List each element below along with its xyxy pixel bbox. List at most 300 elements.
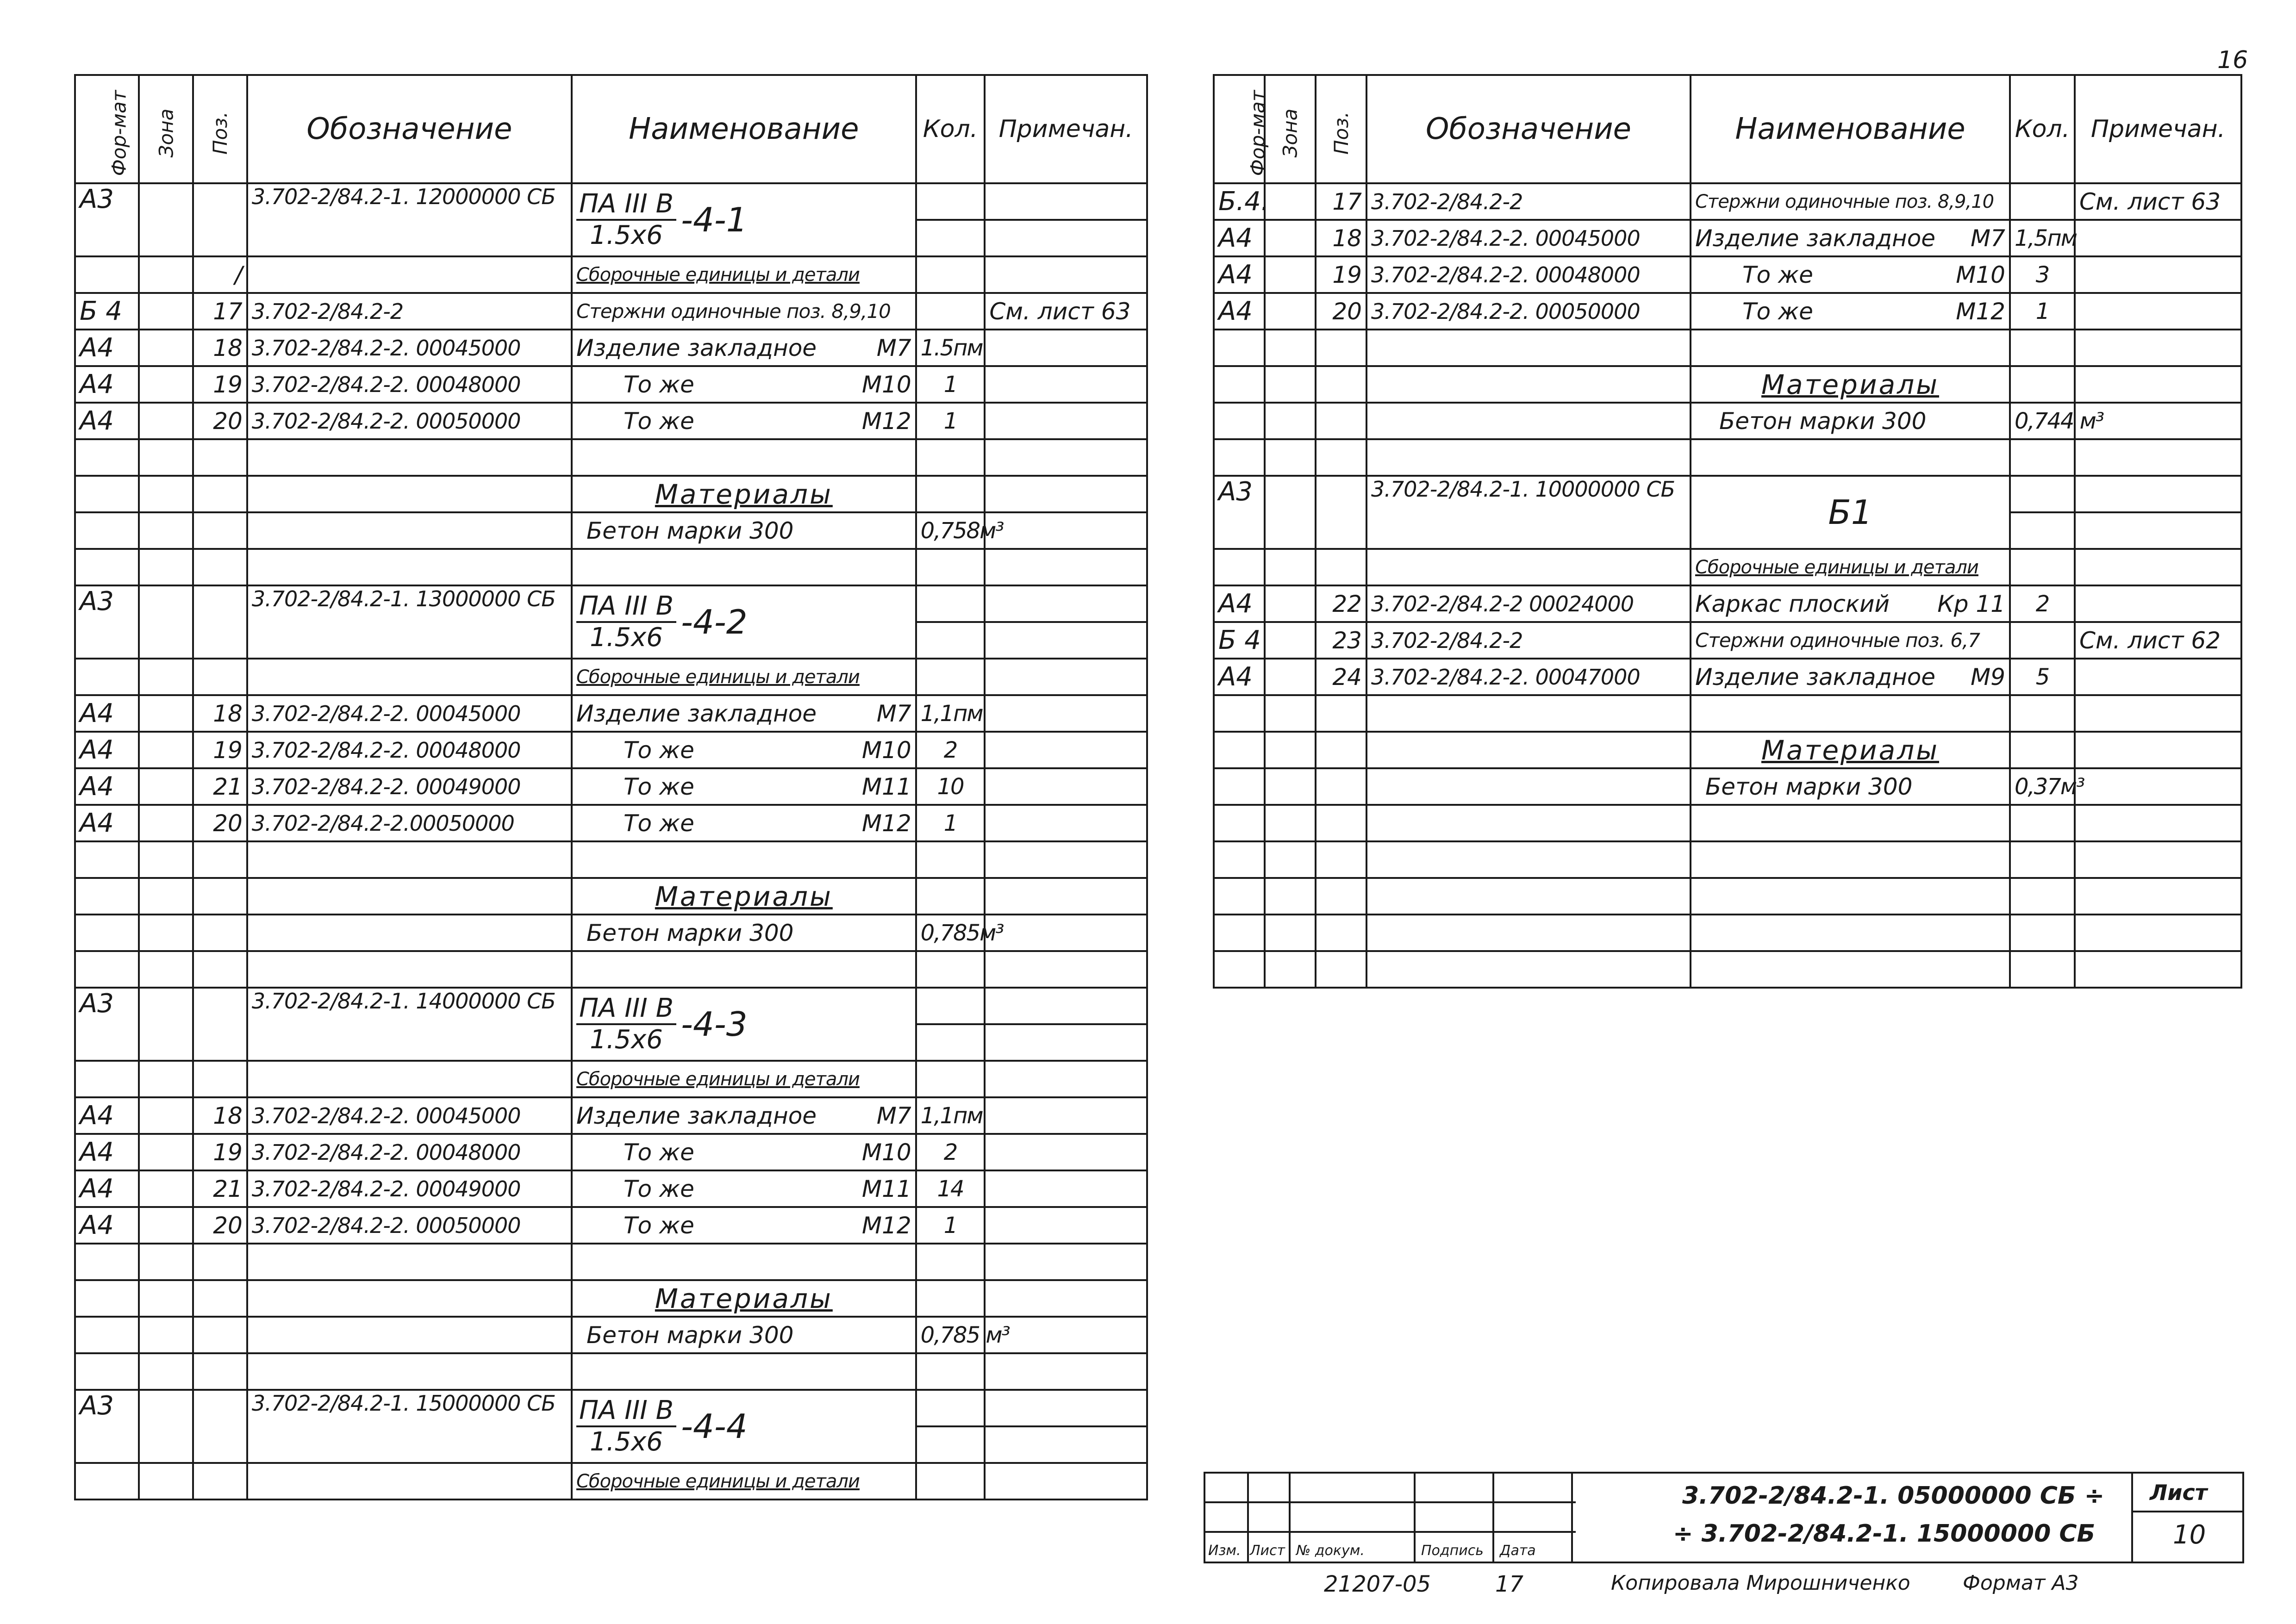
table-cell: См. лист 63 <box>985 293 1147 330</box>
table-cell: А4 <box>1214 659 1265 695</box>
table-cell <box>985 330 1147 366</box>
table-cell <box>75 1317 139 1353</box>
table-cell <box>1316 330 1366 366</box>
header-name: Наименование <box>1691 75 2010 183</box>
table-cell: 3.702-2/84.2-2. 00045000 <box>247 695 572 732</box>
table-cell <box>1366 366 1691 403</box>
table-cell: 3.702-2/84.2-2 00024000 <box>1366 585 1691 622</box>
table-cell <box>1366 403 1691 439</box>
table-cell <box>1265 622 1316 659</box>
table-cell: 19 <box>193 1134 247 1170</box>
table-cell <box>2010 805 2075 841</box>
table-cell <box>2010 183 2075 220</box>
table-cell <box>916 1024 985 1061</box>
table-cell: 3.702-2/84.2-2.00050000 <box>247 805 572 841</box>
table-cell <box>139 659 193 695</box>
table-cell: См. лист 63 <box>2075 183 2241 220</box>
table-cell: 3.702-2/84.2-2. 00048000 <box>247 366 572 403</box>
table-cell: Сборочные единицы и детали <box>572 1463 916 1500</box>
table-cell: 20 <box>193 805 247 841</box>
table-cell: 1.5пм <box>916 330 985 366</box>
table-cell <box>193 1390 247 1463</box>
table-cell <box>916 183 985 220</box>
table-cell <box>75 951 139 988</box>
table-cell <box>1265 549 1316 585</box>
table-cell: 5 <box>2010 659 2075 695</box>
table-cell <box>985 1280 1147 1317</box>
table-cell <box>1366 439 1691 476</box>
table-cell <box>985 841 1147 878</box>
table-cell: А4 <box>1214 220 1265 256</box>
table-cell: 20 <box>193 1207 247 1244</box>
table-cell <box>985 695 1147 732</box>
header-qty: Кол. <box>2010 75 2075 183</box>
table-cell <box>2075 805 2241 841</box>
table-row <box>1214 622 2241 659</box>
table-cell <box>139 585 193 659</box>
table-cell: Сборочные единицы и детали <box>1691 549 2010 585</box>
table-row <box>75 695 1147 732</box>
table-cell <box>139 1353 193 1390</box>
table-cell: 3.702-2/84.2-2. 00045000 <box>1366 220 1691 256</box>
table-cell: Бетон марки 300 <box>572 1317 916 1353</box>
table-cell: 3.702-2/84.2-2. 00049000 <box>247 1170 572 1207</box>
table-cell <box>2075 585 2241 622</box>
table-cell: Бетон марки 300 <box>572 512 916 549</box>
table-cell <box>1316 915 1366 951</box>
table-cell: А4 <box>1214 293 1265 330</box>
table-cell <box>247 1244 572 1280</box>
table-cell <box>916 1061 985 1097</box>
sheet-number: 16 <box>2217 46 2248 74</box>
table-cell <box>139 1170 193 1207</box>
table-row <box>75 1097 1147 1134</box>
table-cell: 21 <box>193 1170 247 1207</box>
table-row <box>1214 403 2241 439</box>
table-cell <box>985 1207 1147 1244</box>
table-row <box>75 1280 1147 1317</box>
table-cell <box>572 1353 916 1390</box>
table-row <box>75 512 1147 549</box>
table-cell: 18 <box>193 695 247 732</box>
table-cell <box>193 951 247 988</box>
table-cell: А3 <box>75 988 139 1061</box>
table-cell <box>916 220 985 256</box>
table-row <box>75 585 1147 622</box>
table-cell <box>75 1463 139 1500</box>
table-cell: А3 <box>75 183 139 256</box>
table-row <box>75 330 1147 366</box>
table-cell: 3.702-2/84.2-2. 00048000 <box>247 1134 572 1170</box>
table-cell <box>139 695 193 732</box>
table-cell: Сборочные единицы и детали <box>572 659 916 695</box>
table-cell: ПА III В 1.5x6 -4-2 <box>572 585 916 659</box>
header-format: Фор-мат <box>1214 75 1265 183</box>
table-row <box>1214 732 2241 768</box>
table-cell: А4 <box>75 1170 139 1207</box>
table-cell <box>985 878 1147 915</box>
spec-table-right <box>1213 74 2242 989</box>
table-cell <box>2010 951 2075 988</box>
table-cell: Материалы <box>1691 732 2010 768</box>
table-cell <box>1265 293 1316 330</box>
table-cell: 1 <box>916 403 985 439</box>
table-cell <box>75 512 139 549</box>
format-label: Формат А3 <box>1963 1571 2079 1595</box>
table-cell: Изделие закладное М9 <box>1691 659 2010 695</box>
table-cell: Стержни одиночные поз. 8,9,10 <box>1691 183 2010 220</box>
header-format: Фор-мат <box>75 75 139 183</box>
table-cell: А4 <box>75 768 139 805</box>
table-cell: 1 <box>2010 293 2075 330</box>
table-cell <box>985 256 1147 293</box>
table-cell <box>985 1426 1147 1463</box>
table-cell <box>1265 403 1316 439</box>
table-cell <box>139 183 193 256</box>
table-cell <box>985 732 1147 768</box>
table-cell <box>2075 256 2241 293</box>
table-cell <box>985 476 1147 512</box>
table-cell: А4 <box>1214 585 1265 622</box>
header-designation: Обозначение <box>1366 75 1691 183</box>
table-cell <box>1265 256 1316 293</box>
table-cell <box>1316 403 1366 439</box>
table-cell <box>139 549 193 585</box>
table-row <box>75 1061 1147 1097</box>
table-cell <box>75 439 139 476</box>
table-cell <box>139 988 193 1061</box>
table-row <box>75 1170 1147 1207</box>
table-cell: 23 <box>1316 622 1366 659</box>
table-row <box>75 878 1147 915</box>
table-cell: А3 <box>75 1390 139 1463</box>
table-cell <box>916 622 985 659</box>
table-cell <box>2075 476 2241 512</box>
table-row <box>75 1390 1147 1426</box>
table-cell: А4 <box>75 403 139 439</box>
table-cell <box>985 439 1147 476</box>
table-cell: ПА III В 1.5x6 -4-3 <box>572 988 916 1061</box>
table-cell: Изделие закладное М7 <box>572 695 916 732</box>
table-cell <box>2010 878 2075 915</box>
table-row <box>75 256 1147 293</box>
table-cell: 3.702-2/84.2-2. 00050000 <box>247 403 572 439</box>
table-cell <box>247 1353 572 1390</box>
table-cell <box>1366 805 1691 841</box>
table-cell: 3.702-2/84.2-1. 14000000 СБ <box>247 988 572 1061</box>
table-cell <box>1214 366 1265 403</box>
table-cell <box>1691 878 2010 915</box>
table-cell <box>1214 951 1265 988</box>
header-zone: Зона <box>139 75 193 183</box>
table-cell <box>985 220 1147 256</box>
table-cell <box>2075 366 2241 403</box>
table-cell: 22 <box>1316 585 1366 622</box>
table-cell: Бетон марки 300 <box>1691 768 2010 805</box>
table-cell: 3.702-2/84.2-2. 00045000 <box>247 330 572 366</box>
table-cell: А4 <box>75 330 139 366</box>
header-pos: Поз. <box>193 75 247 183</box>
table-cell <box>572 1244 916 1280</box>
table-cell: 3 <box>2010 256 2075 293</box>
table-cell: 1 <box>916 1207 985 1244</box>
table-row <box>75 659 1147 695</box>
table-cell <box>247 549 572 585</box>
table-cell <box>2075 841 2241 878</box>
table-cell <box>1316 878 1366 915</box>
table-cell: 3.702-2/84.2-2. 00048000 <box>1366 256 1691 293</box>
table-cell <box>2010 732 2075 768</box>
table-cell: ПА III В 1.5x6 -4-1 <box>572 183 916 256</box>
table-cell <box>247 476 572 512</box>
table-cell: Изделие закладное М7 <box>572 1097 916 1134</box>
table-cell: То же М12 <box>572 403 916 439</box>
table-cell <box>247 1280 572 1317</box>
header-designation: Обозначение <box>247 75 572 183</box>
table-cell <box>2075 695 2241 732</box>
table-cell <box>193 988 247 1061</box>
table-cell: Материалы <box>1691 366 2010 403</box>
table-cell: То же М10 <box>572 366 916 403</box>
header-qty: Кол. <box>916 75 985 183</box>
table-cell: 3.702-2/84.2-2. 00048000 <box>247 732 572 768</box>
table-cell <box>572 951 916 988</box>
table-cell <box>2075 330 2241 366</box>
table-cell <box>1691 439 2010 476</box>
table-row <box>75 732 1147 768</box>
table-cell: Изделие закладное М7 <box>572 330 916 366</box>
sheet-label: Лист <box>2150 1480 2208 1505</box>
table-cell: А4 <box>75 366 139 403</box>
table-cell <box>75 476 139 512</box>
table-cell <box>1265 659 1316 695</box>
table-cell <box>193 585 247 659</box>
table-cell <box>916 549 985 585</box>
table-cell: 2 <box>916 732 985 768</box>
table-cell <box>1316 476 1366 549</box>
table-cell <box>1691 695 2010 732</box>
table-cell <box>916 1353 985 1390</box>
table-cell <box>916 1280 985 1317</box>
spec-table-left <box>74 74 1148 1500</box>
table-row <box>1214 768 2241 805</box>
table-cell <box>1214 439 1265 476</box>
table-cell <box>985 622 1147 659</box>
table-cell: 1,1пм <box>916 695 985 732</box>
table-cell <box>139 732 193 768</box>
table-cell <box>1316 439 1366 476</box>
table-cell <box>985 1024 1147 1061</box>
table-cell <box>139 293 193 330</box>
table-cell: Материалы <box>572 476 916 512</box>
table-cell: Б 4 <box>1214 622 1265 659</box>
table-cell <box>985 1463 1147 1500</box>
table-cell <box>75 1061 139 1097</box>
table-cell <box>139 1390 193 1463</box>
table-cell <box>139 1207 193 1244</box>
table-cell: 19 <box>193 732 247 768</box>
table-cell <box>1214 878 1265 915</box>
table-cell <box>1691 805 2010 841</box>
table-cell: А4 <box>75 695 139 732</box>
table-cell: 24 <box>1316 659 1366 695</box>
table-cell: Б 4 <box>75 293 139 330</box>
table-row <box>1214 549 2241 585</box>
table-cell: 3.702-2/84.2-1. 13000000 СБ <box>247 585 572 659</box>
table-cell <box>75 659 139 695</box>
table-row <box>75 293 1147 330</box>
table-cell: Материалы <box>572 878 916 915</box>
table-cell <box>75 1280 139 1317</box>
table-cell <box>2075 439 2241 476</box>
table-cell <box>2075 220 2241 256</box>
table-cell: Каркас плоский Кр 11 <box>1691 585 2010 622</box>
table-cell <box>193 915 247 951</box>
stamp-label-sign: Подпись <box>1421 1543 1484 1559</box>
table-cell <box>1691 841 2010 878</box>
table-cell: 0,758м³ <box>916 512 985 549</box>
table-cell <box>2010 330 2075 366</box>
table-cell <box>139 403 193 439</box>
table-row <box>75 1134 1147 1170</box>
table-cell <box>2010 366 2075 403</box>
table-cell <box>247 1061 572 1097</box>
table-cell <box>1265 915 1316 951</box>
table-cell <box>139 841 193 878</box>
table-cell <box>1366 695 1691 732</box>
table-cell <box>1265 585 1316 622</box>
table-cell: Б.4. <box>1214 183 1265 220</box>
table-cell <box>139 915 193 951</box>
header-zone: Зона <box>1265 75 1316 183</box>
table-cell: Бетон марки 300 <box>1691 403 2010 439</box>
table-cell: 20 <box>193 403 247 439</box>
table-cell <box>139 439 193 476</box>
table-cell <box>985 1097 1147 1134</box>
table-cell <box>1214 403 1265 439</box>
table-cell <box>1366 330 1691 366</box>
table-cell <box>916 293 985 330</box>
table-cell <box>75 1353 139 1390</box>
table-cell <box>916 585 985 622</box>
table-cell: 3.702-2/84.2-2 <box>1366 183 1691 220</box>
table-cell <box>1366 951 1691 988</box>
table-cell <box>985 659 1147 695</box>
table-cell <box>139 878 193 915</box>
table-cell: 3.702-2/84.2-1. 12000000 СБ <box>247 183 572 256</box>
table-cell: 19 <box>193 366 247 403</box>
table-cell <box>247 878 572 915</box>
table-cell: См. лист 62 <box>2075 622 2241 659</box>
table-cell <box>193 1353 247 1390</box>
table-row <box>1214 183 2241 220</box>
table-cell <box>193 1463 247 1500</box>
table-cell <box>985 403 1147 439</box>
table-cell <box>75 841 139 878</box>
table-row <box>1214 476 2241 512</box>
table-cell <box>139 1134 193 1170</box>
table-row <box>75 988 1147 1024</box>
table-cell <box>1214 915 1265 951</box>
table-cell <box>75 878 139 915</box>
table-cell: 1,1пм <box>916 1097 985 1134</box>
header-row <box>1214 75 2241 183</box>
table-cell <box>139 330 193 366</box>
table-cell: То же М12 <box>572 805 916 841</box>
table-cell <box>916 1463 985 1500</box>
table-cell: Б1 <box>1691 476 2010 549</box>
table-cell: 2 <box>2010 585 2075 622</box>
table-cell <box>1265 951 1316 988</box>
table-cell: А4 <box>75 1207 139 1244</box>
table-cell: 21 <box>193 768 247 805</box>
header-pos: Поз. <box>1316 75 1366 183</box>
table-cell <box>2075 951 2241 988</box>
table-cell <box>75 549 139 585</box>
table-cell <box>985 1170 1147 1207</box>
table-cell <box>1265 695 1316 732</box>
table-cell <box>985 585 1147 622</box>
title-block <box>1204 1472 2244 1563</box>
table-cell: То же М11 <box>572 1170 916 1207</box>
table-cell: 20 <box>1316 293 1366 330</box>
document-code-end: ÷ 3.702-2/84.2-1. 15000000 СБ <box>1673 1520 2096 1548</box>
table-cell <box>1316 951 1366 988</box>
table-cell: 14 <box>916 1170 985 1207</box>
table-cell: А4 <box>75 805 139 841</box>
table-cell <box>193 1244 247 1280</box>
assembly-fraction: ПА III В 1.5x6 <box>576 994 676 1055</box>
table-row <box>1214 256 2241 293</box>
table-cell <box>985 1390 1147 1426</box>
table-cell <box>2075 878 2241 915</box>
table-cell: То же М12 <box>1691 293 2010 330</box>
table-cell <box>1691 951 2010 988</box>
table-cell <box>1214 768 1265 805</box>
table-cell: 3.702-2/84.2-2. 00050000 <box>247 1207 572 1244</box>
table-cell: ПА III В 1.5x6 -4-4 <box>572 1390 916 1463</box>
table-cell <box>1265 805 1316 841</box>
table-row <box>75 805 1147 841</box>
table-cell <box>193 659 247 695</box>
table-row <box>75 183 1147 220</box>
table-cell <box>916 1426 985 1463</box>
table-cell <box>1316 841 1366 878</box>
table-row <box>75 1317 1147 1353</box>
table-cell <box>572 439 916 476</box>
table-row <box>75 366 1147 403</box>
table-cell <box>916 988 985 1024</box>
table-cell: 2 <box>916 1134 985 1170</box>
table-cell <box>1366 878 1691 915</box>
table-cell: А4 <box>1214 256 1265 293</box>
table-cell <box>985 988 1147 1024</box>
table-cell <box>985 915 1147 951</box>
stamp-label-date: Дата <box>1500 1543 1536 1559</box>
table-cell <box>75 915 139 951</box>
table-cell <box>985 1134 1147 1170</box>
sheet-value: 10 <box>2173 1520 2206 1550</box>
table-cell: Стержни одиночные поз. 6,7 <box>1691 622 2010 659</box>
table-cell: Бетон марки 300 <box>572 915 916 951</box>
table-cell <box>139 805 193 841</box>
table-cell: 18 <box>193 1097 247 1134</box>
table-cell <box>1366 841 1691 878</box>
table-cell <box>2075 293 2241 330</box>
table-cell: 0,744 м³ <box>2010 403 2075 439</box>
table-row <box>1214 585 2241 622</box>
table-cell <box>1316 549 1366 585</box>
